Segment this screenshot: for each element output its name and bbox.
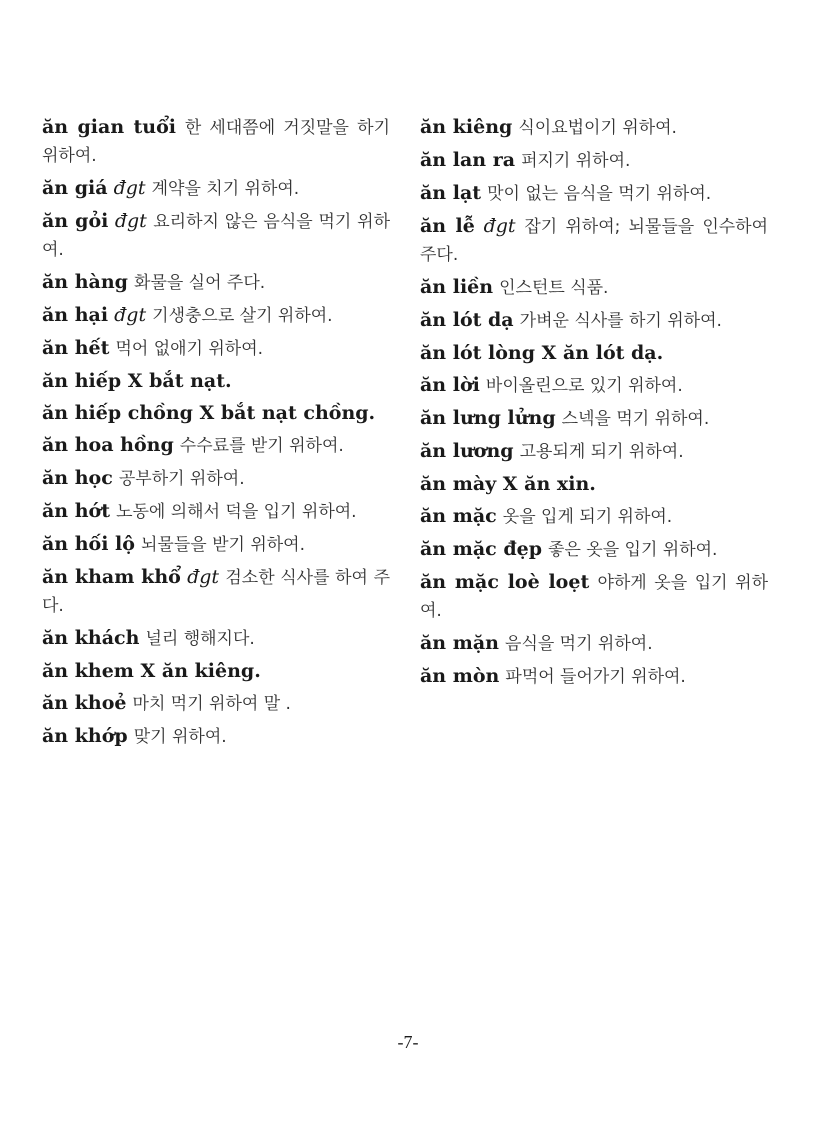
entry-headword: ăn liền (420, 276, 494, 298)
entry-part-of-speech: đgt (483, 215, 516, 237)
entry-part-of-speech: đgt (114, 304, 147, 326)
entry-headword: ăn mặc đẹp (420, 538, 542, 560)
entry-definition: 화물을 실어 주다. (134, 273, 266, 293)
entry-headword: ăn mòn (420, 665, 500, 687)
entry-definition: 요리하지 않은 음식을 먹기 위하여. (42, 212, 391, 260)
entry-headword: ăn khem X ăn kiêng. (42, 660, 261, 682)
entry-definition: 검소한 식사를 하여 주다. (42, 568, 391, 616)
dictionary-entry (420, 180, 768, 208)
entry-headword: ăn lương (420, 440, 514, 462)
dictionary-entry (42, 465, 390, 493)
entry-headword: ăn lưng lửng (420, 407, 556, 429)
entry-headword: ăn mặn (420, 632, 499, 654)
entry-definition: 좋은 옷을 입기 위하여. (548, 540, 718, 560)
entry-definition: 식이요법이기 위하여. (518, 118, 677, 138)
entry-definition: 가벼운 식사를 하기 위하여. (519, 311, 722, 331)
entry-headword: ăn mặc (420, 505, 497, 527)
entry-definition: 계약을 치기 위하여. (151, 179, 300, 199)
dictionary-entry (42, 208, 390, 264)
entry-definition: 공부하기 위하여. (118, 469, 245, 489)
entry-headword: ăn mày X ăn xin. (420, 473, 596, 495)
entry-headword: ăn hại (42, 304, 109, 326)
entry-headword: ăn lời (420, 374, 480, 396)
dictionary-entry (42, 400, 390, 427)
dictionary-entry (420, 438, 768, 466)
entry-headword: ăn lễ (420, 215, 475, 237)
entry-headword: ăn khách (42, 627, 140, 649)
entry-definition: 맛이 없는 음식을 먹기 위하여. (487, 184, 712, 204)
entry-headword: ăn hiếp chồng X bắt nạt chồng. (42, 402, 376, 424)
dictionary-entry (420, 274, 768, 302)
dictionary-entry (42, 531, 390, 559)
entry-part-of-speech: đgt (187, 566, 220, 588)
dictionary-entry (420, 536, 768, 564)
entry-definition: 수수료를 받기 위하여. (179, 436, 344, 456)
entry-headword: ăn lót lòng X ăn lót dạ. (420, 342, 664, 364)
dictionary-entry (42, 335, 390, 363)
page-number: -7- (397, 1032, 419, 1052)
entry-definition: 한 세대쯤에 거짓말을 하기 위하여. (42, 118, 390, 166)
entry-definition: 스넥을 먹기 위하여. (561, 409, 710, 429)
entry-definition: 맞기 위하여. (133, 727, 227, 747)
entry-headword: ăn gian tuổi (42, 116, 177, 138)
entry-headword: ăn gỏi (42, 210, 109, 232)
entry-definition: 파먹어 들어가기 위하여. (505, 667, 686, 687)
entry-headword: ăn hối lộ (42, 533, 135, 555)
entry-headword: ăn lạt (420, 182, 482, 204)
dictionary-entry (420, 630, 768, 658)
dictionary-entry (42, 625, 390, 653)
entry-headword: ăn mặc loè loẹt (420, 571, 590, 593)
right-column (420, 114, 768, 696)
entry-headword: ăn khoẻ (42, 692, 127, 714)
dictionary-entry (420, 569, 768, 625)
entry-definition: 퍼지기 위하여. (521, 151, 631, 171)
entry-headword: ăn kiêng (420, 116, 513, 138)
entry-headword: ăn hiếp X bắt nạt. (42, 370, 232, 392)
entry-headword: ăn lan ra (420, 149, 516, 171)
entry-definition: 고용되게 되기 위하여. (519, 442, 684, 462)
dictionary-entry (42, 658, 390, 685)
dictionary-entry (42, 114, 390, 170)
entry-definition: 널리 행해지다. (145, 629, 255, 649)
entry-headword: ăn khớp (42, 725, 128, 747)
dictionary-entry (42, 564, 390, 620)
entry-definition: 인스턴트 식품. (499, 278, 609, 298)
dictionary-entry (42, 498, 390, 526)
dictionary-entry (42, 432, 390, 460)
entry-definition: 기생충으로 살기 위하여. (152, 306, 333, 326)
entry-definition: 야하게 옷을 입기 위하여. (420, 573, 768, 621)
entry-headword: ăn giá (42, 177, 108, 199)
left-column (42, 114, 390, 756)
dictionary-entry (42, 690, 390, 718)
entry-part-of-speech: đgt (113, 177, 146, 199)
dictionary-entry (42, 723, 390, 751)
entry-headword: ăn hết (42, 337, 110, 359)
entry-headword: ăn lót dạ (420, 309, 514, 331)
entry-headword: ăn học (42, 467, 113, 489)
dictionary-entry (420, 340, 768, 367)
dictionary-entry (420, 405, 768, 433)
entry-definition: 음식을 먹기 위하여. (505, 634, 653, 654)
dictionary-entry (42, 175, 390, 203)
entry-definition: 뇌물들을 받기 위하여. (141, 535, 306, 555)
entry-part-of-speech: đgt (114, 210, 147, 232)
entry-definition: 노동에 의해서 덕을 입기 위하여. (116, 502, 357, 522)
dictionary-entry (42, 269, 390, 297)
entry-definition: 마치 먹기 위하여 말 . (132, 694, 291, 714)
dictionary-entry (420, 213, 768, 269)
dictionary-entry (420, 307, 768, 335)
dictionary-entry (420, 471, 768, 498)
entry-headword: ăn hớt (42, 500, 111, 522)
entry-definition: 잡기 위하여; 뇌물들을 인수하여 주다. (420, 217, 769, 265)
entry-headword: ăn kham khổ (42, 566, 181, 588)
entry-headword: ăn hàng (42, 271, 128, 293)
entry-definition: 바이올린으로 있기 위하여. (485, 376, 683, 396)
dictionary-entry (42, 302, 390, 330)
dictionary-entry (420, 372, 768, 400)
dictionary-entry (420, 663, 768, 691)
dictionary-entry (420, 114, 768, 142)
entry-definition: 옷을 입게 되기 위하여. (502, 507, 673, 527)
entry-headword: ăn hoa hồng (42, 434, 174, 456)
dictionary-entry (420, 503, 768, 531)
dictionary-entry (42, 368, 390, 395)
dictionary-entry (420, 147, 768, 175)
entry-definition: 먹어 없애기 위하여. (115, 339, 264, 359)
